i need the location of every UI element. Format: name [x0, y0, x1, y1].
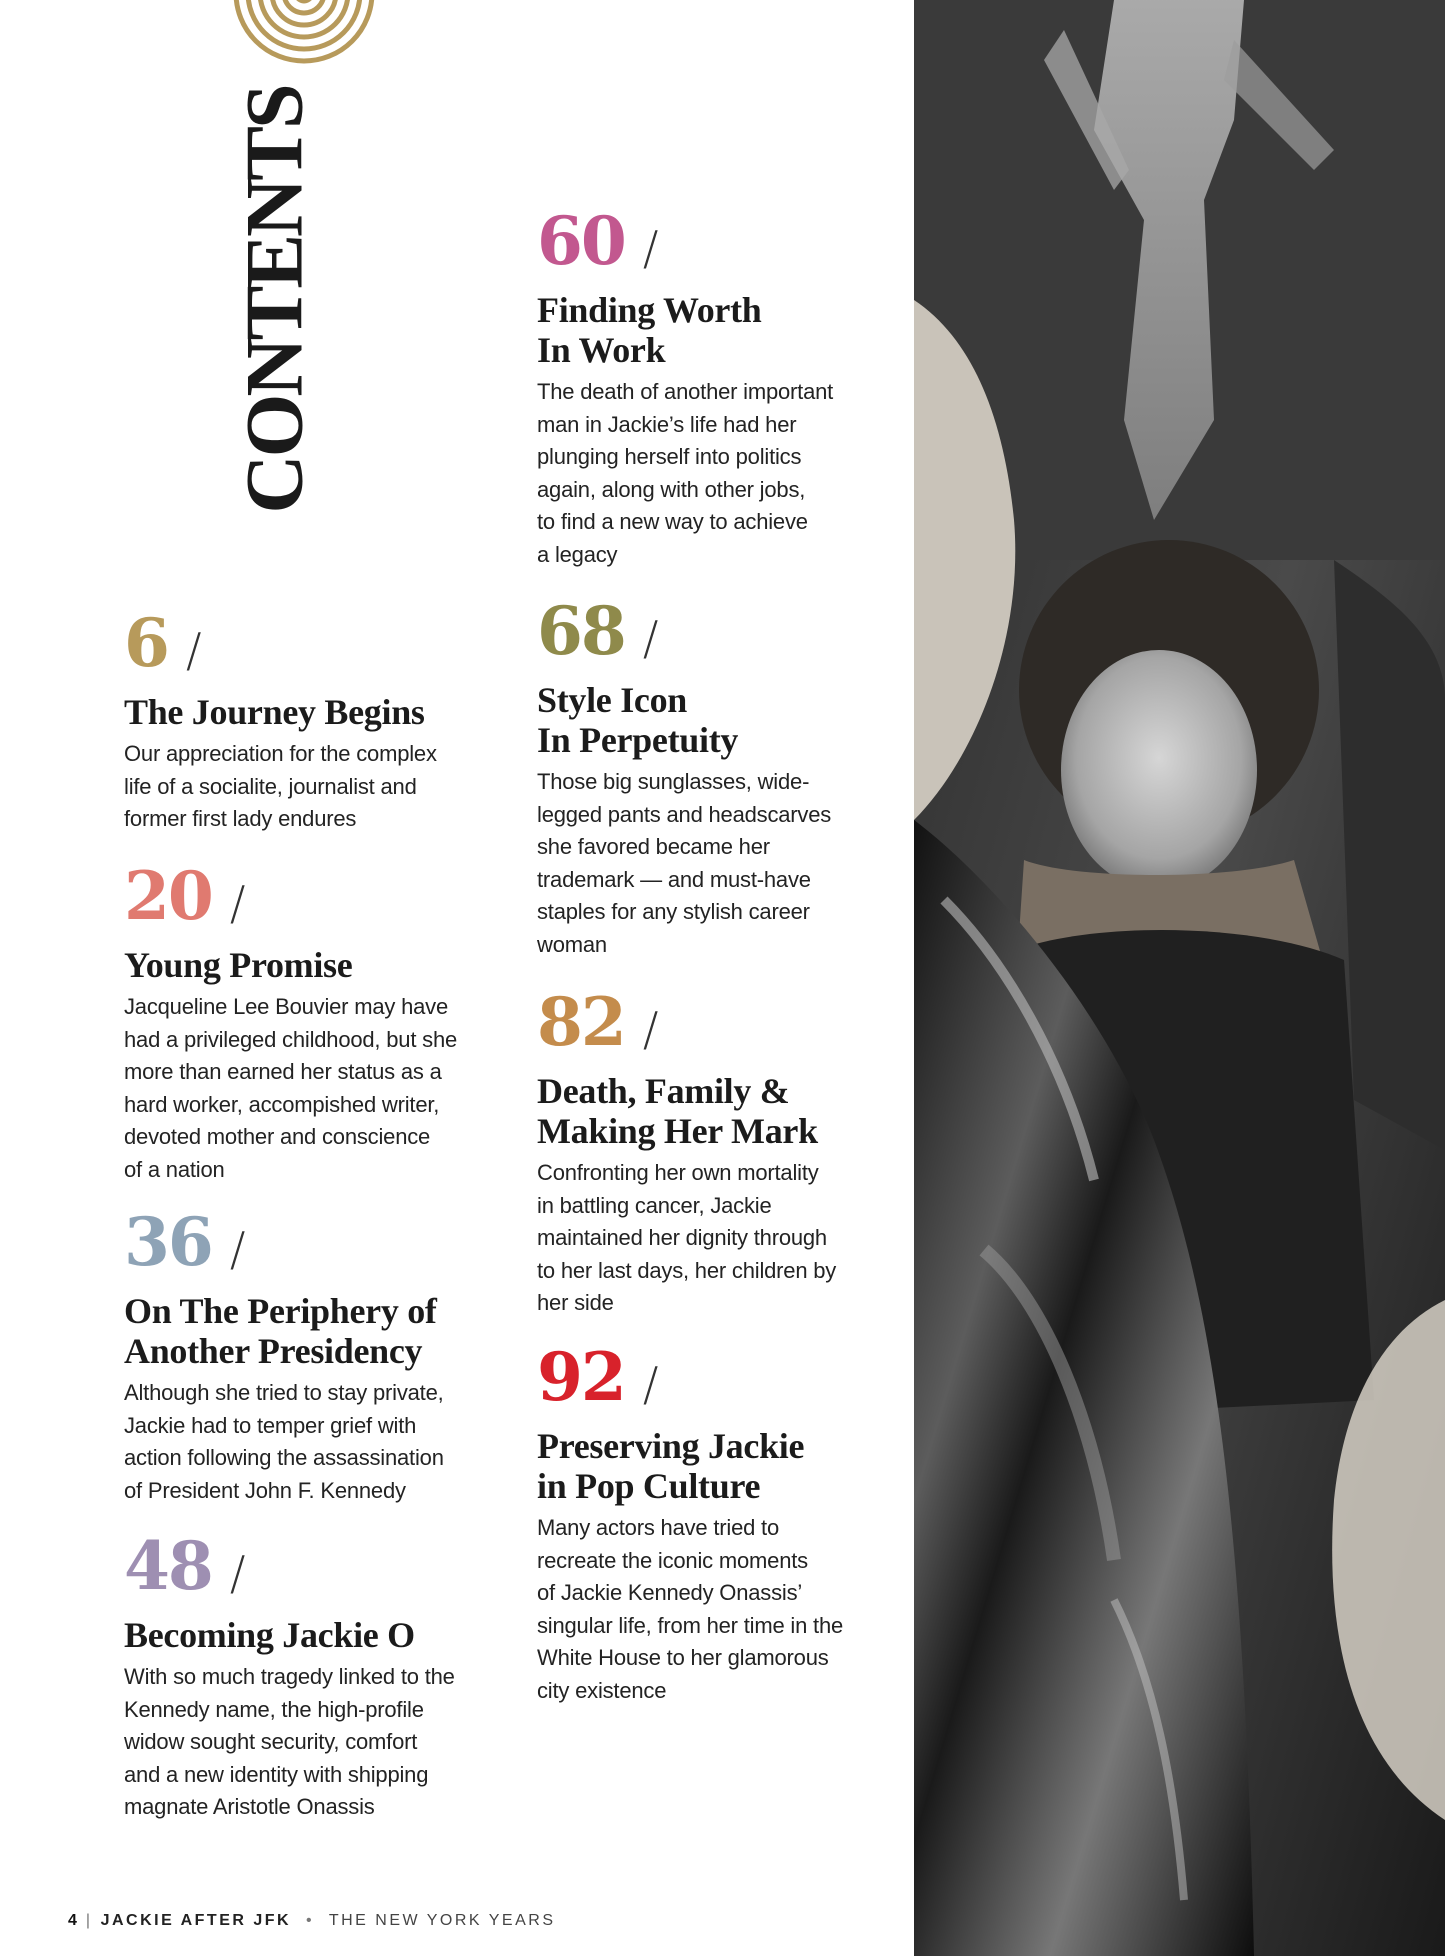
- entry-description: Confronting her own mortality in battling cancer, Jackie maintained her dignity through to her last days, her children by her side: [537, 1160, 837, 1315]
- footer-separator: |: [85, 1912, 93, 1929]
- slash-divider: /: [229, 1546, 246, 1600]
- black-and-white-photo-icon: [914, 0, 1445, 1956]
- toc-entry-death-family[interactable]: [537, 983, 836, 1320]
- slash-divider: /: [229, 1222, 246, 1276]
- entry-headline: Preserving Jackie in Pop Culture: [537, 1426, 805, 1506]
- toc-entry-pop-culture[interactable]: [537, 1338, 843, 1707]
- toc-entry-finding-worth[interactable]: [537, 202, 833, 571]
- entry-headline: The Journey Begins: [124, 692, 425, 732]
- entry-number-row: [537, 1338, 843, 1416]
- entry-headline: Death, Family & Making Her Mark: [537, 1071, 818, 1151]
- entry-number-row: [537, 592, 831, 670]
- entry-headline: Becoming Jackie O: [124, 1615, 415, 1655]
- slash-divider: /: [642, 611, 659, 665]
- page-number: 20: [124, 857, 212, 935]
- entry-description: Our appreciation for the complex life of a socialite, journalist and former first lady endures: [124, 741, 437, 831]
- toc-entry-style-icon[interactable]: [537, 592, 831, 961]
- entry-description: With so much tragedy linked to the Kennedy name, the high-profile widow sought security, comfort and a new identity with shipping magnate Aristotle Onassis: [124, 1664, 455, 1819]
- page-number: 92: [537, 1338, 625, 1416]
- entry-number-row: [124, 857, 457, 935]
- page-number: 82: [537, 983, 625, 1061]
- contents-heading-wrapper: [205, 86, 345, 514]
- footer-subtitle: THE NEW YORK YEARS: [328, 1912, 556, 1929]
- entry-number-row: [537, 983, 836, 1061]
- page-number: 6: [124, 604, 168, 682]
- entry-number-row: [537, 202, 833, 280]
- entry-headline: Style Icon In Perpetuity: [537, 680, 739, 760]
- page-footer: [68, 1912, 555, 1930]
- contents-heading: CONTENTS: [229, 86, 320, 514]
- slash-divider: /: [642, 1357, 659, 1411]
- entry-description: Although she tried to stay private, Jackie had to temper grief with action following the assassination of President John F. Kennedy: [124, 1380, 444, 1503]
- entry-description: Jacqueline Lee Bouvier may have had a privileged childhood, but she more than earned her status as a hard worker, accompished writer, devoted mother and conscience of a nation: [124, 994, 458, 1182]
- page-number: 60: [537, 202, 625, 280]
- entry-headline: On The Periphery of Another Presidency: [124, 1291, 437, 1371]
- toc-entry-young-promise[interactable]: [124, 857, 457, 1186]
- page-number: 48: [124, 1527, 212, 1605]
- slash-divider: /: [642, 221, 659, 275]
- slash-divider: /: [185, 623, 202, 677]
- entry-description: The death of another important man in Jackie’s life had her plunging herself into politics again, along with other jobs, to find a new way to achieve a legacy: [537, 379, 834, 567]
- toc-entry-periphery[interactable]: [124, 1203, 444, 1507]
- toc-entry-becoming-jackie-o[interactable]: [124, 1527, 455, 1824]
- entry-description: Those big sunglasses, wide- legged pants and headscarves she favored became her trademark — and must-have staples for any stylish career woman: [537, 769, 832, 957]
- entry-number-row: [124, 1527, 455, 1605]
- footer-page-number: 4: [68, 1912, 78, 1929]
- toc-entry-journey-begins[interactable]: [124, 604, 437, 836]
- slash-divider: /: [229, 876, 246, 930]
- footer-bullet: •: [306, 1912, 315, 1929]
- slash-divider: /: [642, 1002, 659, 1056]
- page-number: 68: [537, 592, 625, 670]
- entry-headline: Young Promise: [124, 945, 353, 985]
- page-number: 36: [124, 1203, 212, 1281]
- concentric-rings-logo-icon: [233, 0, 375, 64]
- entry-description: Many actors have tried to recreate the iconic moments of Jackie Kennedy Onassis’ singular life, from her time in the White House to her glamorous city existence: [537, 1515, 844, 1703]
- entry-number-row: [124, 1203, 444, 1281]
- entry-number-row: [124, 604, 437, 682]
- entry-headline: Finding Worth In Work: [537, 290, 762, 370]
- footer-publication: JACKIE AFTER JFK: [100, 1912, 292, 1929]
